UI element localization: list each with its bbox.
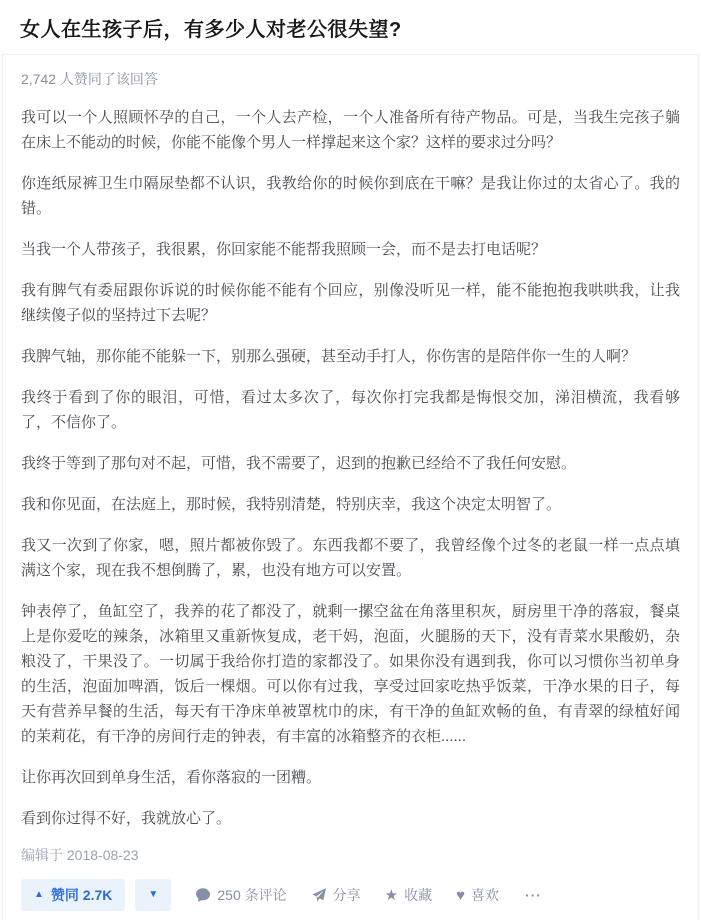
action-bar <box>21 879 680 911</box>
answer-paragraph: 让你再次回到单身生活，看你落寂的一团糟。 <box>21 769 322 786</box>
upvote-button[interactable] <box>21 879 125 911</box>
answer-paragraph: 当我一个人带孩子，我很累，你回家能不能帮我照顾一会，而不是去打电话呢？ <box>21 241 547 258</box>
answer-paragraph: 钟表停了，鱼缸空了，我养的花了都没了，就剩一摞空盆在角落里积灰，厨房里干净的落寂，餐桌上是你爱吃的辣条，冰箱里又重新恢复成，老干妈，泡面，火腿肠的天下，没有青菜水果酸奶，杂粮没了，干果没了。一切属于我给你打造的家都没了。如果你没有遇到我，你可以习惯你当初单身的生活，泡面加啤酒，饭后一棵烟。可以你有过我，享受过回家吃热乎饭菜，干净水果的日子，每天有营养早餐的生活，每天有干净床单被罩枕巾的床，有干净的鱼缸欢畅的鱼，有青翠的绿植好闻的茉莉花，有干净的房间行走的钟表，有丰富的冰箱整齐的衣柜...... <box>21 603 680 745</box>
upvote-label: 赞同 2.7K <box>50 887 113 903</box>
star-icon: ★ <box>384 886 399 904</box>
comments-button[interactable] <box>195 885 286 905</box>
answer-paragraph: 我终于等到了那句对不起，可惜，我不需要了，迟到的抱歉已经给不了我任何安慰。 <box>21 455 577 472</box>
answer-card <box>2 54 699 920</box>
answer-body <box>21 105 680 831</box>
answer-paragraph: 我终于看到了你的眼泪，可惜，看过太多次了，每次你打完我都是悔恨交加，涕泪横流，我看够了，不信你了。 <box>21 389 680 431</box>
comment-bubble-icon <box>195 887 211 903</box>
answer-paragraph: 我有脾气有委屈跟你诉说的时候你能不能有个回应，别像没听见一样，能不能抱抱我哄哄我，让我继续傻子似的坚持过下去呢？ <box>21 282 680 324</box>
more-actions-button[interactable] <box>525 887 542 903</box>
upvote-count-meta: 2,742 人赞同了该回答 <box>21 71 158 87</box>
question-title: 女人在生孩子后，有多少人对老公很失望? <box>20 19 402 41</box>
downvote-triangle-icon: ▼ <box>148 889 159 900</box>
answer-paragraph: 你连纸尿裤卫生巾隔尿垫都不认识，我教给你的时候你到底在干嘛？是我让你过的太省心了。我的错。 <box>21 175 680 217</box>
question-header <box>0 0 701 54</box>
heart-icon: ♥ <box>456 886 465 904</box>
comments-label: 250 条评论 <box>217 887 287 903</box>
answer-paragraph: 看到你过得不好，我就放心了。 <box>21 810 232 827</box>
ellipsis-icon: ··· <box>524 887 542 903</box>
share-label: 分享 <box>332 887 361 903</box>
favorite-label: 收藏 <box>404 887 433 903</box>
answer-paragraph: 我和你见面，在法庭上，那时候，我特别清楚，特别庆幸，我这个决定太明智了。 <box>21 496 562 513</box>
edited-timestamp: 编辑于 2018-08-23 <box>21 847 139 863</box>
like-button[interactable] <box>456 885 499 905</box>
like-label: 喜欢 <box>470 887 499 903</box>
share-button[interactable] <box>311 885 361 905</box>
answer-paragraph: 我脾气轴，那你能不能躲一下，别那么强硬，甚至动手打人，你伤害的是陪伴你一生的人啊？ <box>21 348 637 365</box>
favorite-button[interactable] <box>385 885 432 905</box>
answer-paragraph: 我可以一个人照顾怀孕的自己，一个人去产检，一个人准备所有待产物品。可是，当我生完孩子躺在床上不能动的时候，你能不能像个男人一样撑起来这个家？这样的要求过分吗？ <box>21 109 680 151</box>
paper-plane-icon <box>311 887 327 903</box>
upvote-triangle-icon: ▲ <box>34 889 44 900</box>
answer-paragraph: 我又一次到了你家，嗯，照片都被你毁了。东西我都不要了，我曾经像个过冬的老鼠一样一点点填满这个家，现在我不想倒腾了，累，也没有地方可以安置。 <box>21 537 680 579</box>
downvote-button[interactable] <box>135 879 171 911</box>
